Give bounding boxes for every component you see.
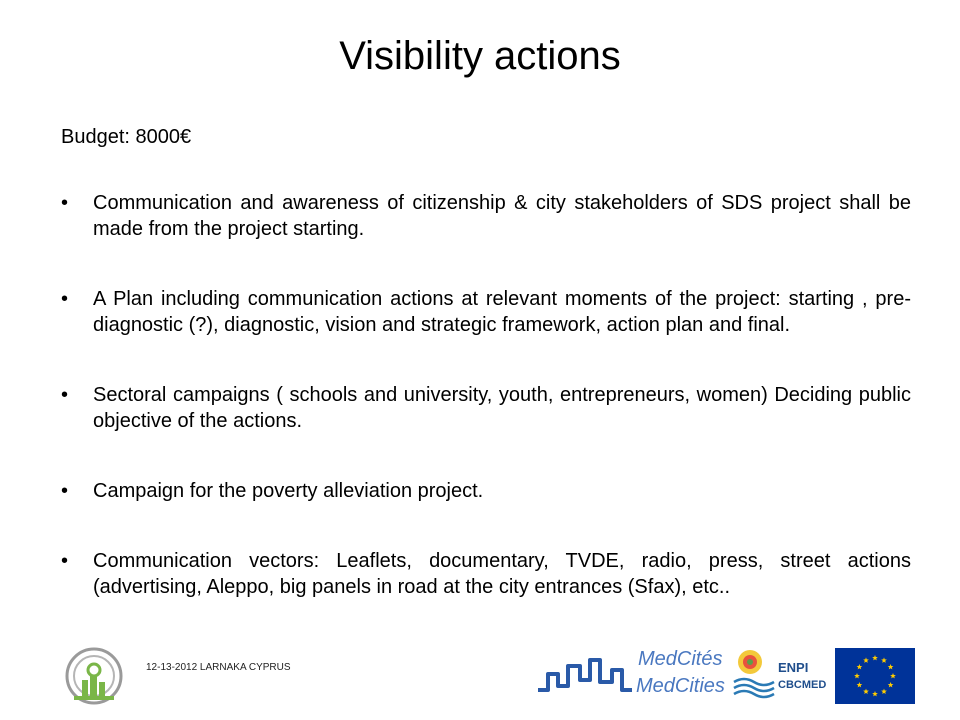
bullet-dot: • bbox=[61, 480, 69, 502]
bullet-text: A Plan including communication actions at relevant moments of the project: starting , pre-diagnostic (?), diagnostic, vision and strategic framework, action plan and final. bbox=[93, 288, 911, 336]
skyline-icon bbox=[538, 660, 632, 690]
sun-icon bbox=[738, 650, 762, 674]
bullet-item bbox=[61, 478, 911, 504]
bullet-dot: • bbox=[61, 288, 69, 310]
city-logo-icon bbox=[62, 644, 132, 708]
eu-flag-icon bbox=[835, 648, 915, 704]
bullet-text: Campaign for the poverty alleviation project. bbox=[93, 480, 484, 502]
footer-date-location: 12-13-2012 LARNAKA CYPRUS bbox=[146, 662, 291, 673]
bullet-item bbox=[61, 190, 911, 242]
bullet-item bbox=[61, 548, 911, 600]
bullet-dot: • bbox=[61, 550, 69, 572]
bullet-text: Sectoral campaigns ( schools and university, youth, entrepreneurs, women) Deciding public objective of the actions. bbox=[93, 384, 911, 432]
enpi-text: ENPI bbox=[778, 660, 809, 675]
bullet-dot: • bbox=[61, 384, 69, 406]
medcities-fr-text: MedCités bbox=[638, 648, 723, 670]
medcities-en-text: MedCities bbox=[636, 675, 725, 697]
bullet-item bbox=[61, 286, 911, 338]
bullet-text: Communication vectors: Leaflets, documentary, TVDE, radio, press, street actions (advertising, Aleppo, big panels in road at the city entrances (Sfax), etc.. bbox=[93, 550, 911, 598]
cbcmed-text: CBCMED bbox=[778, 679, 826, 691]
slide-title: Visibility actions bbox=[339, 34, 621, 78]
bullet-text: Communication and awareness of citizenship & city stakeholders of SDS project shall be made from the project starting. bbox=[93, 192, 911, 240]
bullet-list bbox=[61, 190, 911, 644]
enpi-cbcmed-logo bbox=[730, 646, 826, 704]
waves-icon bbox=[734, 679, 774, 697]
bullet-item bbox=[61, 382, 911, 434]
bullet-dot: • bbox=[61, 192, 69, 214]
budget-line: Budget: 8000€ bbox=[61, 126, 192, 148]
